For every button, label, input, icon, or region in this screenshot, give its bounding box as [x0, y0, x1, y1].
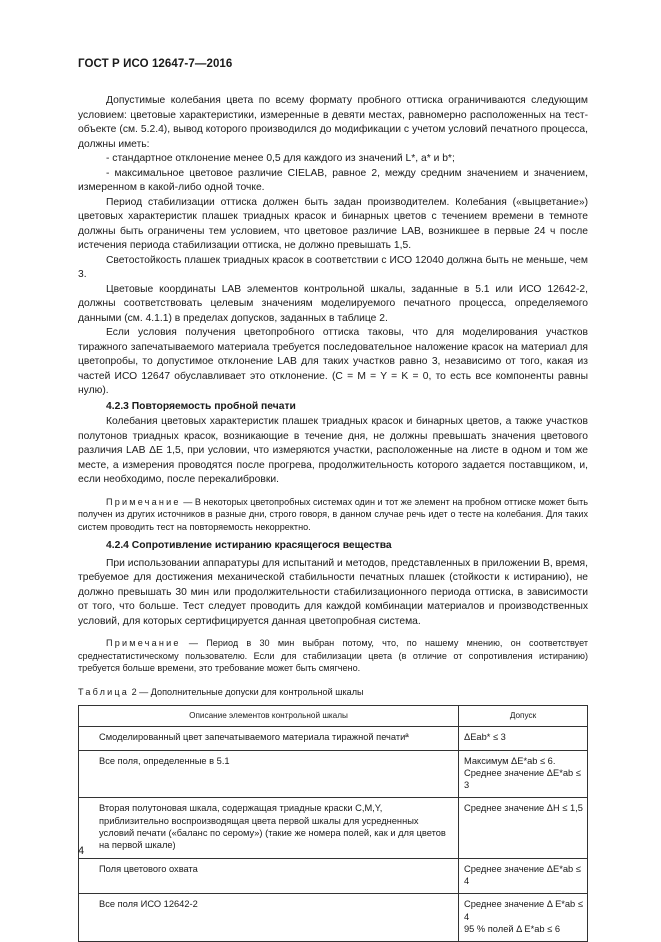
- tolerance-line: ΔEab* ≤ 3: [464, 732, 506, 743]
- table-cell-tolerance: [459, 858, 588, 894]
- table-cell-tolerance: [459, 727, 588, 750]
- page-content: [78, 94, 588, 942]
- table-caption-label: Таблица: [78, 686, 130, 697]
- section-text-423: Колебания цветовых характеристик плашек триадных красок и бинарных цветов, а также участков полутонов триадных красок, возникающие в течение дня, не должны превышать значения цветового различия LAB ΔE 1,5, при условии, что измеряются участки, расположенные на листе в одном и том же месте, а измерения проводятся после прогрева, продолжительность которого задается поставщиком, и, если необходимо, после перекалибровки.: [78, 416, 588, 485]
- paragraph-lab-coordinates: Цветовые координаты LAB элементов контрольной шкалы, заданные в 5.1 или ИСО 12642-2, должны соответствовать целевым значениям моделируемого печатного процесса, определяемого данными (см. 4.1.1) в пределах допусков, заданных в таблице 2.: [78, 283, 588, 324]
- paragraph-lightfastness: Светостойкость плашек триадных красок в соответствии с ИСО 12040 должна быть не меньше, чем 3.: [78, 254, 588, 280]
- tolerance-line: Максимум ΔE*ab ≤ 6.: [464, 755, 556, 766]
- table-row: [79, 798, 588, 858]
- tolerance-line: 95 % полей Δ E*ab ≤ 6: [464, 923, 561, 934]
- tolerance-line: Среднее значение ΔH ≤ 1,5: [464, 803, 583, 814]
- column-header-description: Описание элементов контрольной шкалы: [79, 706, 459, 727]
- table-row: [79, 750, 588, 798]
- table-cell-description: Все поля ИСО 12642-2: [79, 894, 459, 942]
- tolerance-table: [78, 705, 588, 942]
- note-424: [78, 637, 588, 675]
- paragraph-stabilization: Период стабилизации оттиска должен быть задан производителем. Колебания («выцветание») цветовых характеристик плашек триадных красок и бинарных цветов с течением времени в темноте должны быть ограничены тем условием, что цветовое различие LAB, возникшее в первые 24 ч после истечения периода стабилизации оттиска, не должно превышать 1,5.: [78, 196, 588, 251]
- section-text-424: При использовании аппаратуры для испытаний и методов, представленных в приложении B, время, требуемое для достижения механической стабильности печатных плашек (стойкости к истиранию), не должно превышать 30 мин или продолжительности стабилизационного периода оттиска, в зависимости от того, что больше. Тест следует проводить для каждой комбинации материалов и производственных условий, для которых сертифицируется данная цветопробная система.: [78, 557, 588, 627]
- table-row: [79, 858, 588, 894]
- table-row: [79, 727, 588, 750]
- table-caption-text: 2 — Дополнительные допуски для контрольной шкалы: [129, 686, 364, 697]
- table-cell-description: Все поля, определенные в 5.1: [79, 750, 459, 798]
- table-row: [79, 894, 588, 942]
- table-cell-description: Смоделированный цвет запечатываемого материала тиражной печатиª: [79, 727, 459, 750]
- table-cell-tolerance: [459, 750, 588, 798]
- page-number: 4: [78, 845, 85, 857]
- paragraph-substrate-simulation: Если условия получения цветопробного оттиска таковы, что для моделирования участков тиражного запечатываемого материала требуется последовательное наложение красок на материал для цветопробы, то допустимое отклонение LAB для таких участков равно 3, независимо от того, какая из частей ИСО 12647 обуславливает это отклонение. (C = M = Y = K = 0, то есть все компоненты равны нулю).: [78, 327, 588, 396]
- table-header-row: [79, 706, 588, 727]
- note-label: Примечание: [106, 638, 181, 648]
- table-cell-tolerance: [459, 894, 588, 942]
- column-header-tolerance: Допуск: [459, 706, 588, 727]
- list-item: - стандартное отклонение менее 0,5 для каждого из значений L*, a* и b*;: [106, 153, 455, 164]
- paragraph-color-variation: Допустимые колебания цвета по всему формату пробного оттиска ограничиваются следующим условием: цветовые характеристики, измеренные в девяти местах, равномерно расположенных на тест-объекте (см. 5.2.4), вывод которого производился до модификации с учетом условий печатного процесса, должны иметь:: [78, 95, 588, 150]
- table-caption: [78, 685, 588, 700]
- document-header: ГОСТ Р ИСО 12647-7—2016: [78, 58, 233, 70]
- table-cell-description: Вторая полутоновая шкала, содержащая триадные краски C,M,Y, приблизительно воспроизводящая цвета первой шкалы для усредненных условий печати («баланс по серому») (такие же номера полей, как и для цветов на первой шкале): [79, 798, 459, 858]
- section-heading-423: 4.2.3 Повторяемость пробной печати: [106, 400, 296, 412]
- list-item: - максимальное цветовое различие CIELAB, равное 2, между средним значением и значением, измеренном в какой-либо одной точке.: [78, 167, 588, 193]
- tolerance-line: Среднее значение ΔE*ab ≤ 4: [464, 863, 581, 886]
- note-423: [78, 496, 588, 534]
- table-cell-tolerance: [459, 798, 588, 858]
- note-text: — Период в 30 мин выбран потому, что, по нашему мнению, он соответствует среднестатистическому пользователю. Если для стабилизации цвета (в отличие от сопротивления истиранию) требуется больше времени, это требование может быть смягчено.: [78, 638, 588, 673]
- table-cell-description: Поля цветового охвата: [79, 858, 459, 894]
- tolerance-line: Среднее значение ΔE*ab ≤ 3: [464, 767, 581, 791]
- note-label: Примечание: [106, 496, 181, 507]
- section-heading-424: 4.2.4 Сопротивление истиранию красящегося вещества: [106, 540, 392, 551]
- tolerance-line: Среднее значение Δ E*ab ≤ 4: [464, 899, 583, 922]
- note-text: — В некоторых цветопробных системах один и тот же элемент на пробном оттиске может быть получен из других источников в разные дни, строго говоря, в данном случае речь идет о тесте на колебания. Для таких систем проводить тест на повторяемость некорректно.: [78, 496, 588, 532]
